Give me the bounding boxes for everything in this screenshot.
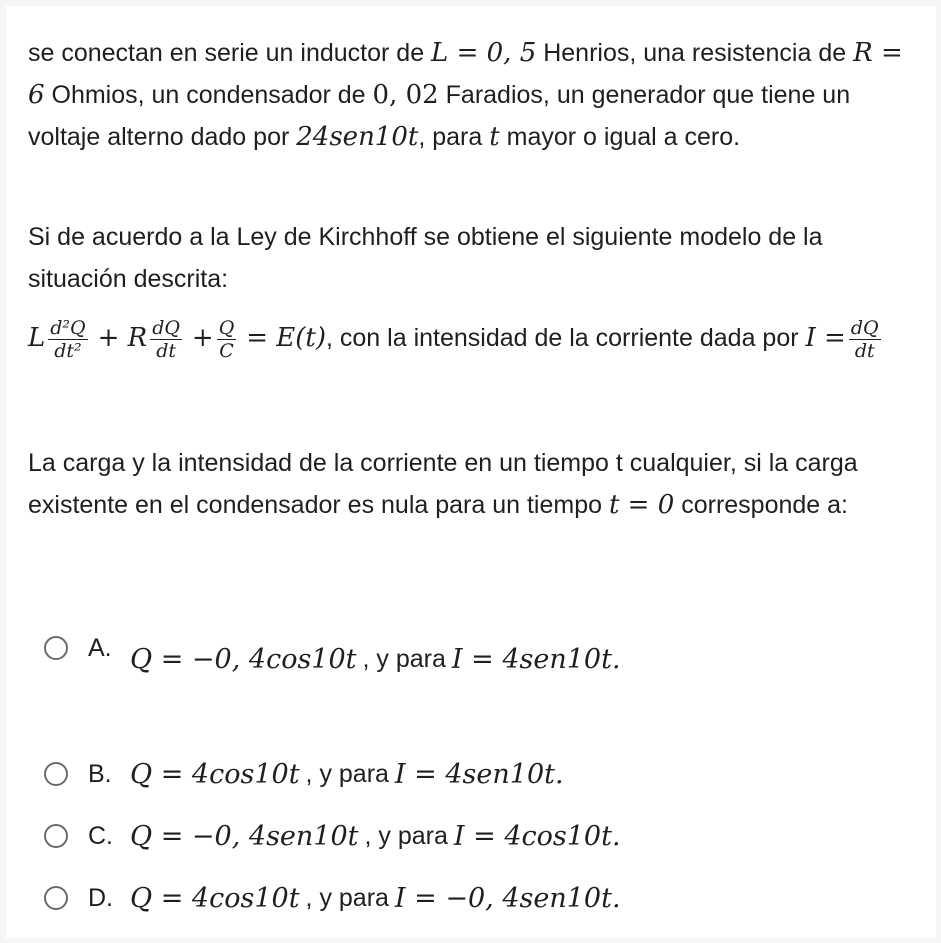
kirchhoff-intro: Si de acuerdo a la Ley de Kirchhoff se obtiene el siguiente modelo de la situación descrita:	[28, 223, 823, 293]
radio-button[interactable]	[44, 636, 68, 660]
option-d[interactable]: D. Q = 4cos10t , y para I = −0, 4sen10t.	[44, 874, 904, 922]
radio-button[interactable]	[44, 824, 68, 848]
fraction-d2q-dt2: $\frac{\text{d²Q}}{\text{dt²}}$	[50, 316, 86, 362]
option-c[interactable]: C. Q = −0, 4sen10t , y para I = 4cos10t.	[44, 812, 904, 860]
fraction-current: $\frac{dQ}{dt}$	[850, 316, 879, 362]
radio-button[interactable]	[44, 886, 68, 910]
problem-statement: se conectan en serie un inductor de L = 0, 5 Henrios, una resistencia de R = 6 Ohmios, un condensador de 0, 02 Faradios, un generador que tiene un voltaje alterno dado por 24sen10t, para t mayor o igual a cero.	[28, 38, 903, 152]
differential-model: L $\frac{\text{d²Q}}{\text{dt²}}$ + R $\frac{dQ}{dt}$ + $\frac{Q}{C}$ = E(t), con la intensidad de la corriente dada por I = $\frac{dQ}{dt}$	[28, 316, 879, 362]
question-card	[6, 6, 936, 938]
fraction-dq-dt: $\frac{dQ}{dt}$	[152, 316, 180, 362]
radio-button[interactable]	[44, 762, 68, 786]
fraction-q-c: $\frac{Q}{C}$	[218, 316, 235, 362]
option-a[interactable]: A. Q = −0, 4cos10t , y para I = 4sen10t.	[44, 624, 904, 672]
question-prompt: La carga y la intensidad de la corriente en un tiempo t cualquier, si la carga existente en el condensador es nula para un tiempo t = 0 corresponde a:	[28, 449, 858, 520]
option-b[interactable]: B. Q = 4cos10t , y para I = 4sen10t.	[44, 750, 904, 798]
